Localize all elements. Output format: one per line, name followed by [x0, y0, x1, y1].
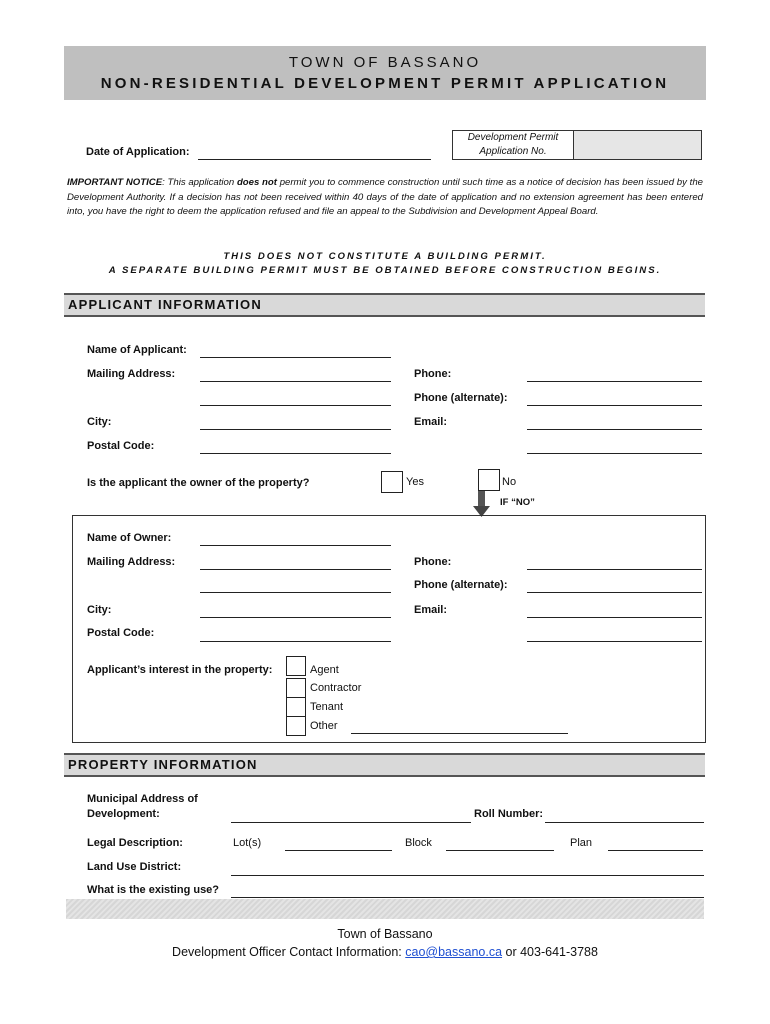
property-section-header: PROPERTY INFORMATION — [64, 753, 705, 777]
legal-description-label: Legal Description: — [87, 837, 183, 849]
owner-phone-alt-label: Phone (alternate): — [414, 579, 508, 591]
applicant-mailing-field[interactable] — [200, 381, 391, 382]
owner-mailing-field[interactable] — [200, 569, 391, 570]
owner-phone-field[interactable] — [527, 569, 702, 570]
applicant-postal-field[interactable] — [200, 453, 391, 454]
applicant-mailing-field-2[interactable] — [200, 405, 391, 406]
warning-line-1: THIS DOES NOT CONSTITUTE A BUILDING PERMIT. — [223, 251, 547, 262]
owner-postal-field[interactable] — [200, 641, 391, 642]
lot-label: Lot(s) — [233, 837, 262, 849]
roll-number-field[interactable] — [545, 822, 704, 823]
owner-phone-label: Phone: — [414, 556, 452, 568]
interest-label: Applicant’s interest in the property: — [87, 664, 273, 676]
owner-city-field[interactable] — [200, 617, 391, 618]
date-of-application-label: Date of Application: — [86, 146, 190, 158]
interest-other-label: Other — [310, 720, 338, 732]
interest-tenant-label: Tenant — [310, 701, 344, 713]
owner-email-field[interactable] — [527, 617, 702, 618]
owner-question: Is the applicant the owner of the property? — [87, 477, 310, 489]
owner-yes-label: Yes — [406, 476, 424, 488]
owner-mailing-label: Mailing Address: — [87, 556, 176, 568]
applicant-phone-field[interactable] — [527, 381, 702, 382]
owner-extra-field[interactable] — [527, 641, 702, 642]
footer-town: Town of Bassano — [337, 927, 433, 941]
owner-city-label: City: — [87, 604, 112, 616]
owner-name-label: Name of Owner: — [87, 532, 172, 544]
applicant-email-label: Email: — [414, 416, 448, 428]
footer-contact: Development Officer Contact Information: cao@bassano.ca or 403-641-3788 — [172, 945, 598, 959]
applicant-name-field[interactable] — [200, 357, 391, 358]
warning-line-2: A SEPARATE BUILDING PERMIT MUST BE OBTAINED BEFORE CONSTRUCTION BEGINS. — [108, 265, 662, 276]
owner-yes-checkbox[interactable] — [381, 471, 403, 493]
applicant-city-field[interactable] — [200, 429, 391, 430]
owner-mailing-field-2[interactable] — [200, 592, 391, 593]
owner-email-label: Email: — [414, 604, 448, 616]
plan-label: Plan — [570, 837, 593, 849]
interest-agent-checkbox[interactable] — [286, 656, 306, 676]
interest-contractor-label: Contractor — [310, 682, 362, 694]
applicant-extra-field[interactable] — [527, 453, 702, 454]
lot-field[interactable] — [285, 850, 392, 851]
applicant-email-field[interactable] — [527, 429, 702, 430]
interest-contractor-checkbox[interactable] — [286, 678, 306, 698]
contact-email-link[interactable]: cao@bassano.ca — [405, 945, 503, 959]
municipal-address-label-2: Development: — [87, 808, 160, 820]
permit-number-box — [452, 130, 702, 160]
block-label: Block — [405, 837, 432, 849]
permit-number-label: Development Permit Application No. — [453, 131, 574, 159]
date-of-application-field[interactable] — [198, 159, 431, 160]
municipal-address-field[interactable] — [231, 822, 471, 823]
land-use-label: Land Use District: — [87, 861, 182, 873]
applicant-postal-label: Postal Code: — [87, 440, 155, 452]
interest-other-field[interactable] — [351, 733, 568, 734]
applicant-city-label: City: — [87, 416, 112, 428]
permit-number-field[interactable] — [574, 131, 701, 159]
municipal-address-label-1: Municipal Address of — [87, 793, 198, 805]
applicant-name-label: Name of Applicant: — [87, 344, 187, 356]
applicant-phone-alt-label: Phone (alternate): — [414, 392, 508, 404]
owner-no-checkbox[interactable] — [478, 469, 500, 491]
if-no-note: IF “NO” — [500, 497, 535, 508]
interest-tenant-checkbox[interactable] — [286, 697, 306, 717]
block-field[interactable] — [446, 850, 554, 851]
owner-info-box — [72, 515, 706, 743]
plan-field[interactable] — [608, 850, 703, 851]
footer-divider — [66, 899, 704, 919]
form-title: NON-RESIDENTIAL DEVELOPMENT PERMIT APPLICATION — [100, 75, 670, 92]
owner-postal-label: Postal Code: — [87, 627, 155, 639]
applicant-phone-label: Phone: — [414, 368, 452, 380]
owner-no-label: No — [502, 476, 517, 488]
owner-name-field[interactable] — [200, 545, 391, 546]
existing-use-field[interactable] — [231, 897, 704, 898]
existing-use-label: What is the existing use? — [87, 884, 220, 896]
applicant-mailing-label: Mailing Address: — [87, 368, 176, 380]
town-title: TOWN OF BASSANO — [288, 54, 482, 71]
interest-other-checkbox[interactable] — [286, 716, 306, 736]
applicant-section-header: APPLICANT INFORMATION — [64, 293, 705, 317]
land-use-field[interactable] — [231, 875, 704, 876]
interest-agent-label: Agent — [310, 664, 339, 676]
owner-phone-alt-field[interactable] — [527, 592, 702, 593]
roll-number-label: Roll Number: — [474, 808, 544, 820]
applicant-phone-alt-field[interactable] — [527, 405, 702, 406]
important-notice: IMPORTANT NOTICE: This application does not permit you to commence construction until such time as a notice of decision has been issued by the Development Authority. If a decision has not been received within 40 days of the date of application and no extension agreement has been entered into, you have the right to deem the application refused and file an appeal to the Subdivision and Development Appeal Board. — [67, 177, 703, 217]
